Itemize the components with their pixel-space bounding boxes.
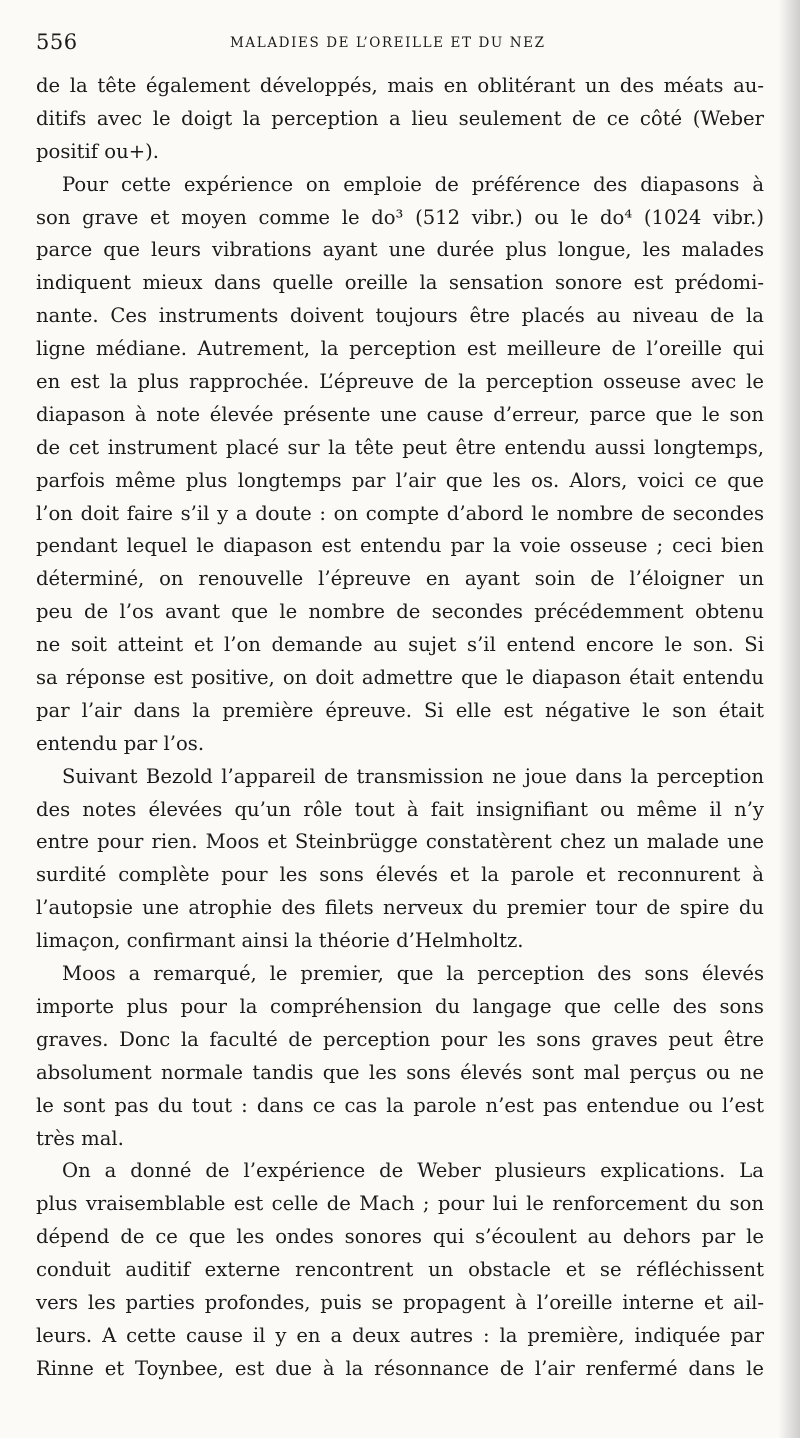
- text-line: dépend de ce que les ondes sonores qui s’écoulent au dehors par le: [36, 1225, 764, 1249]
- text-line: entre pour rien. Moos et Steinbrügge constatèrent chez un malade une: [36, 830, 764, 854]
- text-line: par l’air dans la première épreuve. Si elle est négative le son était: [36, 698, 764, 722]
- text-line: importe plus pour la compréhension du langage que celle des sons: [36, 994, 764, 1018]
- text-line: On a donné de l’expérience de Weber plusieurs explications. La: [62, 1159, 764, 1183]
- page-gutter-shadow: [778, 0, 800, 1438]
- text-line: sa réponse est positive, on doit admettre que le diapason était entendu: [36, 666, 764, 690]
- text-line: l’on doit faire s’il y a doute : on compte d’abord le nombre de secondes: [36, 501, 764, 525]
- text-line: déterminé, on renouvelle l’épreuve en ayant soin de l’éloigner un: [36, 567, 764, 591]
- text-line: vers les parties profondes, puis se propagent à l’oreille interne et ail-: [36, 1290, 764, 1314]
- text-line: graves. Donc la faculté de perception pour les sons graves peut être: [36, 1027, 764, 1051]
- text-line: leurs. A cette cause il y en a deux autres : la première, indiquée par: [36, 1323, 764, 1347]
- body-text: [36, 70, 764, 1386]
- text-line: peu de l’os avant que le nombre de secondes précédemment obtenu: [36, 600, 764, 624]
- text-line: plus vraisemblable est celle de Mach ; pour lui le renforcement du son: [36, 1192, 764, 1216]
- text-line: Moos a remarqué, le premier, que la perception des sons élevés: [62, 962, 764, 986]
- text-line: Pour cette expérience on emploie de préférence des diapasons à: [62, 172, 764, 196]
- text-line: ligne médiane. Autrement, la perception est meilleure de l’oreille qui: [36, 337, 764, 361]
- page-number: 556: [36, 30, 78, 54]
- text-line: de cet instrument placé sur la tête peut être entendu aussi longtemps,: [36, 435, 764, 459]
- text-line: absolument normale tandis que les sons élevés sont mal perçus ou ne: [36, 1060, 764, 1084]
- running-title: MALADIES DE L’OREILLE ET DU NEZ: [230, 35, 546, 51]
- text-line: surdité complète pour les sons élevés et la parole et reconnurent à: [36, 863, 764, 887]
- text-line: en est la plus rapprochée. L’épreuve de la perception osseuse avec le: [36, 370, 764, 394]
- text-line: parfois même plus longtemps par l’air que les os. Alors, voici ce que: [36, 468, 764, 492]
- text-line: ne soit atteint et l’on demande au sujet s’il entend encore le son. Si: [36, 633, 764, 657]
- text-line: indiquent mieux dans quelle oreille la sensation sonore est prédomi-: [36, 271, 764, 295]
- text-line: Rinne et Toynbee, est due à la résonnance de l’air renfermé dans le: [36, 1356, 764, 1380]
- text-line: parce que leurs vibrations ayant une durée plus longue, les malades: [36, 238, 764, 262]
- text-line: Suivant Bezold l’appareil de transmission ne joue dans la perception: [62, 764, 764, 788]
- text-line: positif ou+).: [36, 139, 159, 163]
- text-line: diapason à note élevée présente une cause d’erreur, parce que le son: [36, 402, 764, 426]
- text-line: nante. Ces instruments doivent toujours être placés au niveau de la: [36, 304, 764, 328]
- text-line: le sont pas du tout : dans ce cas la parole n’est pas entendue ou l’est: [36, 1093, 764, 1117]
- text-line: de la tête également développés, mais en oblitérant un des méats au-: [36, 74, 764, 97]
- text-line: des notes élevées qu’un rôle tout à fait insignifiant ou même il n’y: [36, 797, 764, 821]
- text-line: ditifs avec le doigt la perception a lieu seulement de ce côté (Weber: [36, 106, 764, 130]
- text-line: son grave et moyen comme le do³ (512 vibr.) ou le do⁴ (1024 vibr.): [36, 205, 764, 229]
- text-line: l’autopsie une atrophie des filets nerveux du premier tour de spire du: [36, 896, 764, 920]
- text-line: conduit auditif externe rencontrent un obstacle et se réfléchissent: [36, 1258, 764, 1282]
- text-line: entendu par l’os.: [36, 731, 205, 755]
- text-line: très mal.: [36, 1126, 124, 1150]
- page-header: [36, 30, 766, 54]
- text-line: limaçon, confirmant ainsi la théorie d’Helmholtz.: [36, 929, 524, 953]
- text-line: pendant lequel le diapason est entendu par la voie osseuse ; ceci bien: [36, 534, 764, 558]
